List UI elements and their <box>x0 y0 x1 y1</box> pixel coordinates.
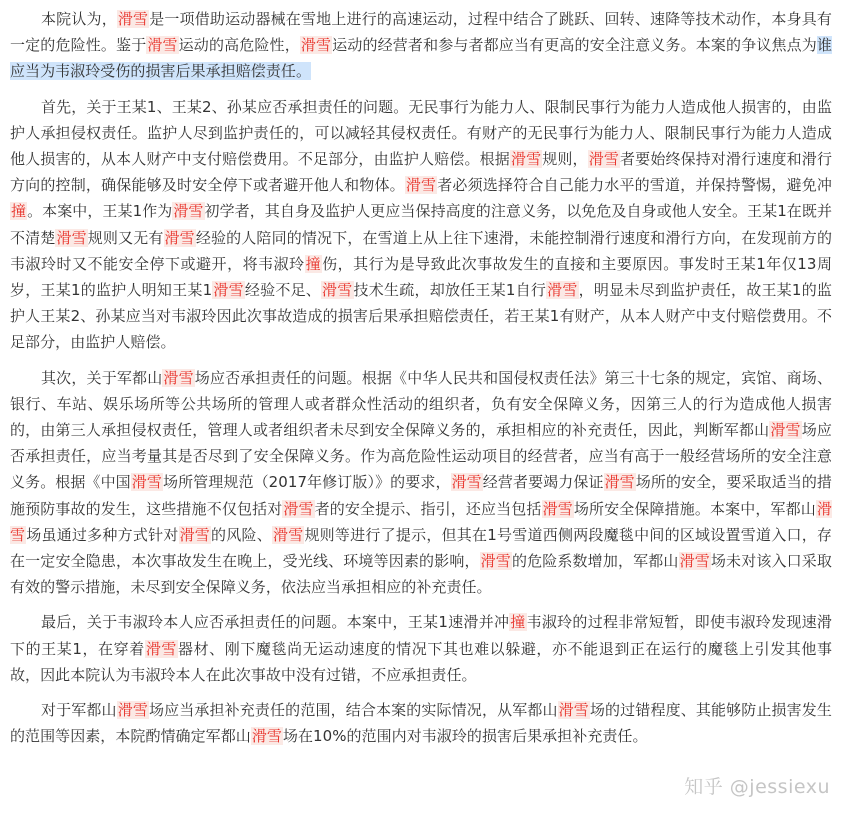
text-run: 经营者要竭力保证 <box>482 473 604 492</box>
text-run: 场所管理规范（2017年修订版）》的要求， <box>162 473 451 492</box>
keyword-highlight: 滑雪 <box>542 499 573 518</box>
text-run: 者的安全提示、指引，还应当包括 <box>314 499 542 518</box>
text-run: 的风险、 <box>211 525 272 544</box>
keyword-highlight: 滑雪 <box>117 10 149 28</box>
text-run: 场未对该入口采取有效的警示措施，未尽到安全保障义务，依法应当承担相应的补充责任。 <box>10 552 832 597</box>
text-run: 运动的经营者和参与者都应当有更高的安全注意义务。本案的争议焦点为 <box>332 36 817 55</box>
keyword-highlight: 滑雪 <box>547 281 578 300</box>
text-run: 场的过错程度、其能够防止损害发生的范围等因素，本院酌情确定军都山 <box>10 701 832 746</box>
paragraph-liability-scope <box>10 697 832 749</box>
keyword-highlight: 撞 <box>510 613 526 632</box>
text-run: ，明显未尽到监护责任，故王某1的监护人王某2、孙某应当对韦淑玲因此次事故造成的损害后果承担赔偿责任，若王某1有财产，从本人财产中支付赔偿费用。不足部分，由监护人赔偿。 <box>10 281 832 352</box>
text-run: 规则， <box>542 150 588 169</box>
text-run: 场虽通过多种方式针对 <box>26 525 179 544</box>
keyword-highlight: 滑雪 <box>173 202 204 221</box>
text-run: 韦淑玲的过程非常短暂，即使韦淑玲发现速滑下的王某1，在穿着 <box>10 613 832 658</box>
keyword-highlight: 滑雪 <box>56 228 87 247</box>
keyword-highlight: 滑雪 <box>588 150 620 169</box>
text-run: 规则又无有 <box>87 228 164 247</box>
paragraph-court-opinion <box>10 6 832 85</box>
text-run: 场所安全保障措施。本案中，军都山 <box>573 499 816 518</box>
keyword-highlight: 滑雪 <box>451 473 482 492</box>
keyword-highlight: 滑雪 <box>283 499 314 518</box>
keyword-highlight: 滑雪 <box>179 525 211 544</box>
keyword-highlight: 撞 <box>11 202 27 221</box>
text-run: 的危险系数增加，军都山 <box>511 552 679 571</box>
keyword-highlight: 滑雪 <box>251 727 282 746</box>
text-run: 器材、刚下魔毯尚无运动速度的情况下其也难以躲避，亦不能退到正在运行的魔毯上引发其他事故，因此本院认为韦淑玲本人在此次事故中没有过错，不应承担责任。 <box>10 639 832 684</box>
text-run: 者要始终保持对滑行速度和滑行方向的控制，确保能够及时安全停下或者避开他人和物体。 <box>10 150 833 195</box>
text-run: 初学者，其自身及监护人更应当保持高度的注意义务，以免危及自身或他人安全。王某1在既并不清楚 <box>10 202 833 247</box>
keyword-highlight: 滑雪 <box>145 639 177 658</box>
keyword-highlight: 滑雪 <box>272 525 304 544</box>
paragraph-second-issue <box>10 365 832 601</box>
text-run: 最后，关于韦淑玲本人应否承担责任的问题。本案中，王某1速滑并冲 <box>41 613 510 632</box>
text-run: 其次，关于军都山 <box>41 368 163 387</box>
keyword-highlight: 滑雪 <box>147 36 178 55</box>
keyword-highlight: 滑雪 <box>163 368 194 387</box>
selected-text: 谁应当为韦淑玲受伤的损害后果承担赔偿责任。 <box>10 36 833 81</box>
keyword-highlight: 滑雪 <box>117 701 148 720</box>
text-run: 首先，关于王某1、王某2、孙某应否承担责任的问题。无民事行为能力人、限制民事行为能力人造成他人损害的，由监护人承担侵权责任。监护人尽到监护责任的，可以减轻其侵权责任。有财产的无民事行为能力人、限制民事行为能力人造成他人损害的，从本人财产中支付赔偿费用。不足部分，由监护人赔偿。根据 <box>10 97 832 169</box>
keyword-highlight: 滑雪 <box>405 176 437 195</box>
text-run: 运动的高危险性， <box>178 36 300 55</box>
text-run: 技术生疏，却放任王某1自行 <box>353 281 547 300</box>
keyword-highlight: 滑雪 <box>322 281 353 300</box>
keyword-highlight: 滑雪 <box>164 228 195 247</box>
text-run: 场应否承担责任的问题。根据《中华人民共和国侵权责任法》第三十七条的规定，宾馆、商场、银行、车站、娱乐场所等公共场所的管理人或者群众性活动的组织者，负有安全保障义务，因第三人的行为造成他人损害的，由第三人承担侵权责任，管理人或者组织者未尽到安全保障义务的，承担相应的补充责任，因此，判断军都山 <box>10 368 832 440</box>
text-run: 经验的人陪同的情况下，在雪道上从上往下速滑，未能控制滑行速度和滑行方向，在发现前方的韦淑玲时又不能安全停下或避开，将韦淑玲 <box>10 228 832 273</box>
keyword-highlight: 滑雪 <box>131 473 162 492</box>
keyword-highlight: 滑雪 <box>679 552 710 571</box>
keyword-highlight: 滑雪 <box>213 281 244 300</box>
keyword-highlight: 撞 <box>305 254 322 273</box>
keyword-highlight: 滑雪 <box>510 150 542 169</box>
text-run: 伤，其行为是导致此次事故发生的直接和主要原因。事发时王某1年仅13周岁，王某1的监护人明知王某1 <box>10 254 832 300</box>
keyword-highlight: 滑雪 <box>300 36 332 55</box>
paragraph-first-issue <box>10 94 832 356</box>
text-run: 经验不足、 <box>244 281 322 300</box>
text-run: 本院认为， <box>41 10 117 28</box>
text-run: 场在10%的范围内对韦淑玲的损害后果承担补充责任。 <box>282 727 648 746</box>
keyword-highlight: 滑雪 <box>480 552 511 571</box>
text-run: 对于军都山 <box>41 701 117 720</box>
zhihu-watermark: 知乎 @jessiexu <box>684 776 830 798</box>
keyword-highlight: 滑雪 <box>604 473 635 492</box>
text-run: 场所的安全，要采取适当的措施预防事故的发生，这些措施不仅包括对 <box>10 473 832 518</box>
text-run: 规则等进行了提示，但其在1号雪道西侧两段魔毯中间的区域设置雪道入口，存在一定安全隐患，本次事故发生在晚上，受光线、环境等因素的影响， <box>10 525 832 571</box>
keyword-highlight: 滑雪 <box>770 421 801 440</box>
keyword-highlight: 滑雪 <box>558 701 589 720</box>
text-run: 场应否承担责任，应当考量其是否尽到了安全保障义务。作为高危险性运动项目的经营者，应当有高于一般经营场所的安全注意义务。根据《中国 <box>10 421 832 492</box>
text-run: 。本案中，王某1作为 <box>27 202 173 221</box>
paragraph-final-issue <box>10 609 832 688</box>
text-run: 是一项借助运动器械在雪地上进行的高速运动，过程中结合了跳跃、回转、速降等技术动作，本身具有一定的危险性。鉴于 <box>10 10 832 55</box>
keyword-highlight: 滑雪 <box>10 499 832 544</box>
text-run: 者必须选择符合自己能力水平的雪道，并保持警惕，避免冲 <box>437 176 832 195</box>
judgment-document <box>10 6 832 749</box>
text-run: 场应当承担补充责任的范围，结合本案的实际情况，从军都山 <box>148 701 558 720</box>
